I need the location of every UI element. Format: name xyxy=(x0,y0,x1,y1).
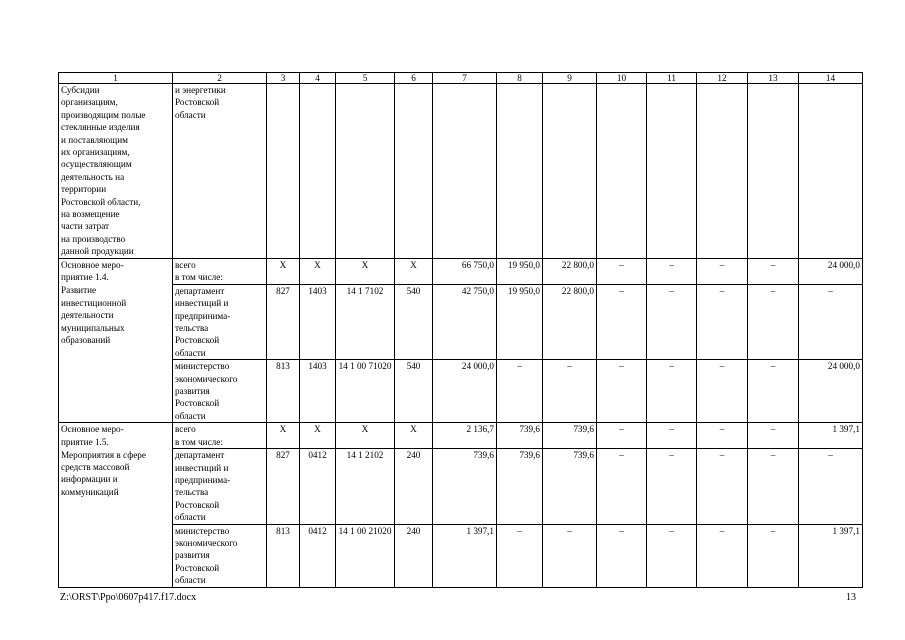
cell: 1 397,1 xyxy=(433,524,497,587)
cell: 24 000,0 xyxy=(433,360,497,423)
cell: 739,6 xyxy=(497,423,543,449)
cell: 813 xyxy=(267,360,300,423)
executor: всего в том числе: xyxy=(173,259,267,285)
cell: – xyxy=(647,360,697,423)
cell: 2 136,7 xyxy=(433,423,497,449)
column-number-row xyxy=(59,73,863,84)
table-row xyxy=(59,259,863,285)
measure-name: Основное меро- приятие 1.4. xyxy=(59,259,173,285)
cell: – xyxy=(647,259,697,285)
cell: 739,6 xyxy=(543,423,597,449)
cell: 540 xyxy=(395,284,433,359)
cell: – xyxy=(748,259,799,285)
column-number: 2 xyxy=(173,73,267,84)
cell: Х xyxy=(336,423,395,449)
page-number: 13 xyxy=(846,592,856,603)
cell: – xyxy=(597,360,647,423)
cell: 540 xyxy=(395,360,433,423)
cell: 66 750,0 xyxy=(433,259,497,285)
table-row xyxy=(59,84,863,259)
cell: – xyxy=(497,524,543,587)
table-row xyxy=(59,449,863,524)
column-number: 4 xyxy=(300,73,336,84)
cell: – xyxy=(543,524,597,587)
column-number: 13 xyxy=(748,73,799,84)
cell: – xyxy=(647,284,697,359)
cell: – xyxy=(647,449,697,524)
cell: – xyxy=(597,423,647,449)
cell: 739,6 xyxy=(497,449,543,524)
cell: 24 000,0 xyxy=(799,360,863,423)
cell: 1403 xyxy=(300,360,336,423)
column-number: 7 xyxy=(433,73,497,84)
cell: 19 950,0 xyxy=(497,259,543,285)
budget-table xyxy=(58,72,863,588)
cell: Х xyxy=(395,259,433,285)
cell: – xyxy=(647,423,697,449)
column-number: 3 xyxy=(267,73,300,84)
cell: 24 000,0 xyxy=(799,259,863,285)
cell: – xyxy=(697,259,748,285)
cell: – xyxy=(748,524,799,587)
column-number: 1 xyxy=(59,73,173,84)
executor: департамент инвестиций и предпринима- тельства Ростовской области xyxy=(173,284,267,359)
column-number: 5 xyxy=(336,73,395,84)
cell: 14 1 7102 xyxy=(336,284,395,359)
cell: Х xyxy=(300,423,336,449)
measure-description: Мероприятия в сфере средств массовой информации и коммуникаций xyxy=(59,449,173,587)
cell: – xyxy=(697,449,748,524)
cell: – xyxy=(597,259,647,285)
cell: Х xyxy=(267,423,300,449)
table-row xyxy=(59,360,863,423)
table-row xyxy=(59,284,863,359)
column-number: 6 xyxy=(395,73,433,84)
cell: 739,6 xyxy=(433,449,497,524)
file-path: Z:\ORST\Ppo\0607p417.f17.docx xyxy=(60,592,197,603)
cell: – xyxy=(597,284,647,359)
cell: 813 xyxy=(267,524,300,587)
cell: – xyxy=(697,284,748,359)
cell: Х xyxy=(395,423,433,449)
column-number: 12 xyxy=(697,73,748,84)
cell: – xyxy=(748,284,799,359)
cell: 22 800,0 xyxy=(543,284,597,359)
executor: всего в том числе: xyxy=(173,423,267,449)
table-row xyxy=(59,423,863,449)
cell: 42 750,0 xyxy=(433,284,497,359)
cell: 827 xyxy=(267,284,300,359)
cell: – xyxy=(799,284,863,359)
cell: 14 1 2102 xyxy=(336,449,395,524)
cell: – xyxy=(748,360,799,423)
cell: – xyxy=(543,360,597,423)
cell: 827 xyxy=(267,449,300,524)
cell: – xyxy=(748,423,799,449)
executor: и энергетики Ростовской области xyxy=(173,84,267,259)
cell: 240 xyxy=(395,524,433,587)
executor: министерство экономического развития Ростовской области xyxy=(173,524,267,587)
measure-description: Развитие инвестиционной деятельности муниципальных образований xyxy=(59,284,173,422)
cell: 240 xyxy=(395,449,433,524)
cell: – xyxy=(697,423,748,449)
measure-name: Основное меро- приятие 1.5. xyxy=(59,423,173,449)
column-number: 10 xyxy=(597,73,647,84)
cell: – xyxy=(597,524,647,587)
cell: 19 950,0 xyxy=(497,284,543,359)
table-row xyxy=(59,524,863,587)
column-number: 14 xyxy=(799,73,863,84)
cell: 1403 xyxy=(300,284,336,359)
cell: 14 1 00 71020 xyxy=(336,360,395,423)
executor: министерство экономического развития Ростовской области xyxy=(173,360,267,423)
column-number: 9 xyxy=(543,73,597,84)
cell: 14 1 00 21020 xyxy=(336,524,395,587)
cell: – xyxy=(497,360,543,423)
cell: 1 397,1 xyxy=(799,423,863,449)
cell: – xyxy=(799,449,863,524)
cell: – xyxy=(647,524,697,587)
cell: Х xyxy=(336,259,395,285)
cell: – xyxy=(597,449,647,524)
cell: 22 800,0 xyxy=(543,259,597,285)
cell: 0412 xyxy=(300,449,336,524)
column-number: 8 xyxy=(497,73,543,84)
cell: Х xyxy=(300,259,336,285)
cell: 739,6 xyxy=(543,449,597,524)
column-number: 11 xyxy=(647,73,697,84)
cell: 0412 xyxy=(300,524,336,587)
cell: Х xyxy=(267,259,300,285)
cell: – xyxy=(697,360,748,423)
measure-name: Субсидии организациям, производящим полые стеклянные изделия и поставляющим их организациям, осуществляющим деятельность на территории Ростовской области, на возмещение части затрат на производство данной продукции xyxy=(59,84,173,259)
cell: – xyxy=(748,449,799,524)
cell: 1 397,1 xyxy=(799,524,863,587)
executor: департамент инвестиций и предпринима- тельства Ростовской области xyxy=(173,449,267,524)
cell: – xyxy=(697,524,748,587)
